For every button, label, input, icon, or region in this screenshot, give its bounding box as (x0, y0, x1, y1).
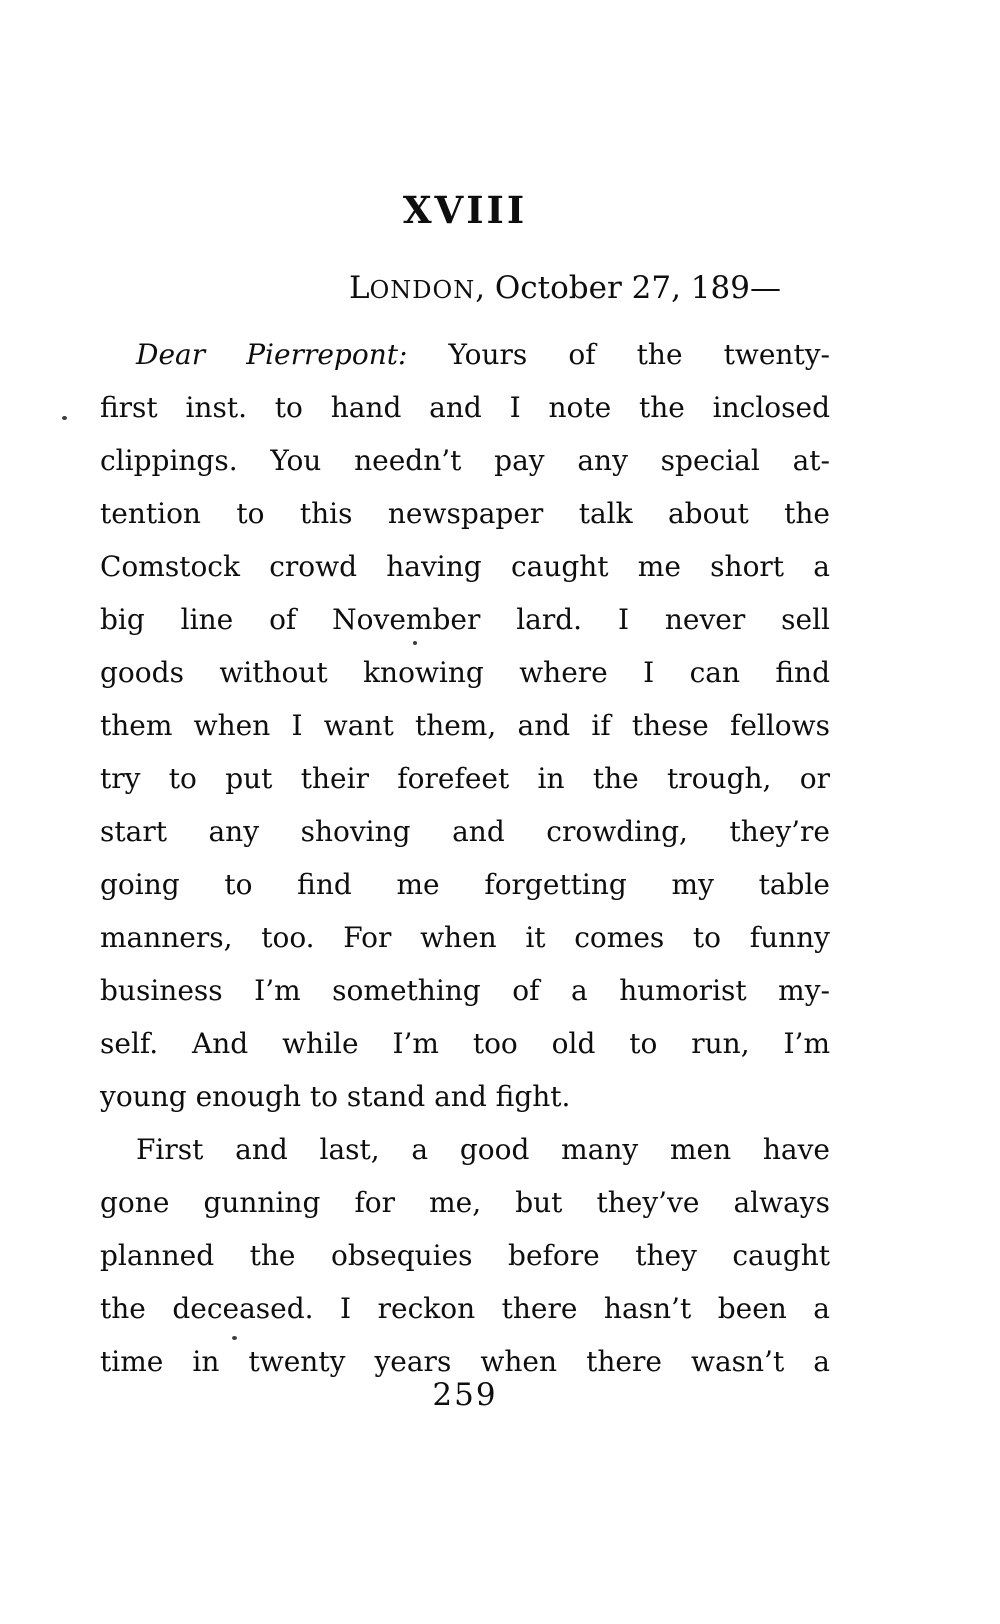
paragraph1-first-line-text: Yours of the twenty- (407, 338, 830, 371)
paragraph1-line: first inst. to hand and I note the inclosed (100, 391, 830, 424)
paragraph1-line: try to put their forefeet in the trough, or (100, 762, 830, 795)
page-number: 259 (432, 1377, 498, 1413)
dateline-date: , October 27, 189— (475, 270, 781, 306)
paragraph2-line: planned the obsequies before they caught (100, 1239, 830, 1272)
dateline (200, 270, 930, 306)
paragraph2-line: the deceased. I reckon there hasn’t been a (100, 1292, 830, 1325)
paragraph1-line: self. And while I’m too old to run, I’m (100, 1027, 830, 1060)
paragraph1-line: Comstock crowd having caught me short a (100, 550, 830, 583)
scan-speck (62, 416, 67, 420)
paragraph1-line: clippings. You needn’t pay any special at- (100, 444, 830, 477)
paragraph1-line: manners, too. For when it comes to funny (100, 921, 830, 954)
paragraph1-line: business I’m something of a humorist my- (100, 974, 830, 1007)
chapter-heading: XVIII (402, 188, 528, 232)
salutation: Dear Pierrepont: (136, 338, 408, 371)
paragraph1-line: start any shoving and crowding, they’re (100, 815, 830, 848)
paragraph1-line: goods without knowing where I can find (100, 656, 830, 689)
paragraph1-line (100, 328, 830, 381)
paragraph2-line: gone gunning for me, but they’ve always (100, 1186, 830, 1219)
paragraph1-line: tention to this newspaper talk about the (100, 497, 830, 530)
body-text (100, 328, 830, 1388)
paragraph2-line: time in twenty years when there wasn’t a (100, 1345, 830, 1378)
paragraph1-line: them when I want them, and if these fellows (100, 709, 830, 742)
dateline-place-small-caps: ONDON (369, 276, 476, 304)
paragraph1-line: going to find me forgetting my table (100, 868, 830, 901)
paragraph1-line: big line of November lard. I never sell (100, 603, 830, 636)
paragraph2-line: First and last, a good many men have (136, 1133, 830, 1166)
paragraph1-line: young enough to stand and fight. (100, 1080, 571, 1113)
scan-speck (413, 641, 417, 645)
scan-speck (232, 1336, 237, 1340)
dateline-place-initial: L (349, 270, 370, 306)
